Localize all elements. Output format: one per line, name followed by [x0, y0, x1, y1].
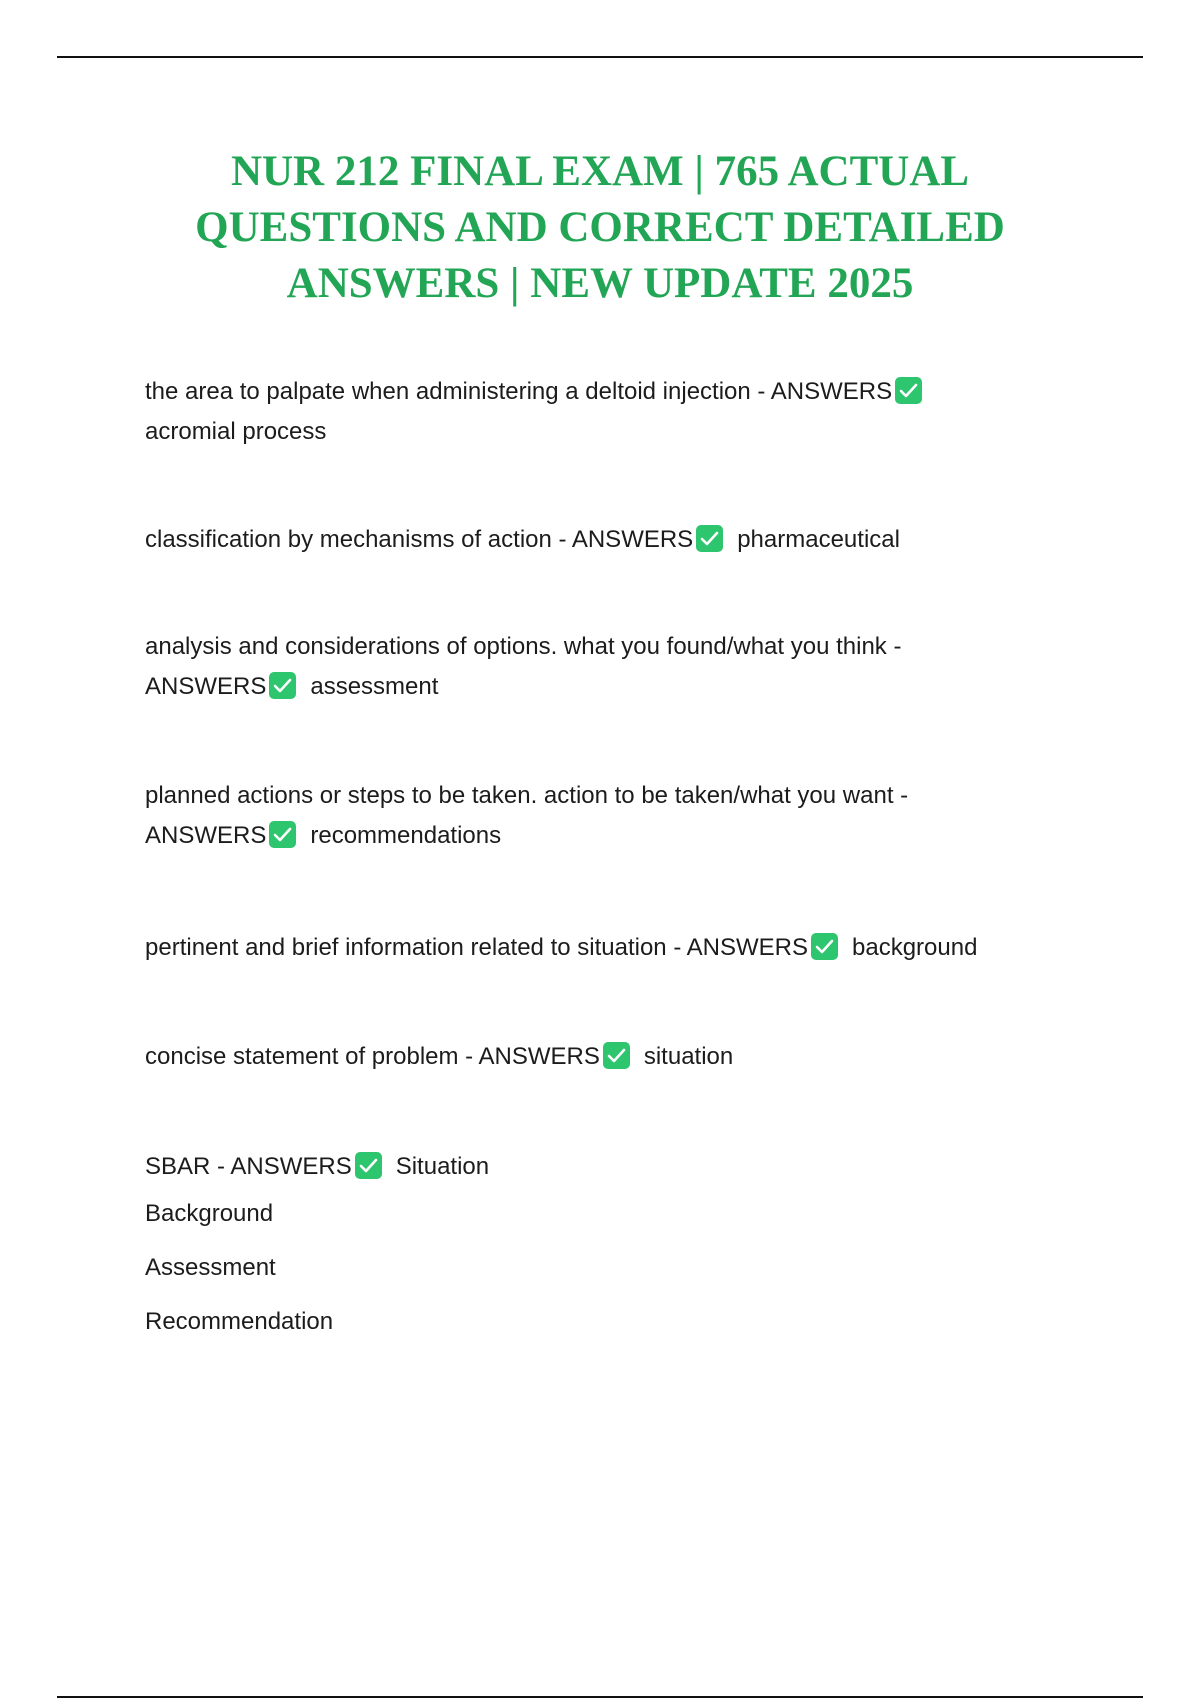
question-text: SBAR - ANSWERS: [145, 1153, 352, 1180]
check-mark-icon: [895, 377, 922, 404]
check-mark-icon: [269, 821, 296, 848]
title-line-2: QUESTIONS AND CORRECT DETAILED: [195, 204, 1005, 251]
qa-item-4: [145, 776, 1085, 856]
question-text-cont: ANSWERS: [145, 822, 267, 849]
check-mark-icon: [603, 1042, 630, 1069]
qa-item-2: [145, 520, 1085, 560]
answer-text: recommendations: [310, 822, 502, 849]
answer-text: assessment: [310, 673, 439, 700]
check-mark-icon: [269, 672, 296, 699]
check-mark-icon: [696, 525, 723, 552]
answer-text: background: [852, 934, 978, 961]
answer-text: acromial process: [145, 418, 327, 445]
question-text: concise statement of problem - ANSWERS: [145, 1043, 600, 1070]
check-mark-icon: [355, 1152, 382, 1179]
answer-text: pharmaceutical: [737, 526, 900, 553]
title-line-3: ANSWERS | NEW UPDATE 2025: [286, 260, 914, 307]
qa-item-7: [145, 1147, 1085, 1349]
answer-text: situation: [643, 1043, 734, 1070]
top-rule: [57, 56, 1143, 58]
answer-text: Situation: [395, 1153, 490, 1180]
title-line-1: NUR 212 FINAL EXAM | 765 ACTUAL: [230, 148, 970, 195]
qa-item-6: [145, 1037, 1085, 1077]
answer-line-recommendation: Recommendation: [145, 1308, 334, 1335]
answer-line-assessment: Assessment: [145, 1254, 276, 1281]
check-mark-icon: [811, 933, 838, 960]
qa-item-5: [145, 928, 1085, 968]
document-title: [150, 144, 1050, 312]
bottom-rule: [57, 1696, 1143, 1698]
question-text: analysis and considerations of options. what you found/what you think -: [145, 633, 902, 660]
question-text: the area to palpate when administering a deltoid injection - ANSWERS: [145, 378, 893, 405]
qa-item-3: [145, 627, 1085, 707]
question-text: pertinent and brief information related to situation - ANSWERS: [145, 934, 808, 961]
qa-item-1: [145, 372, 1085, 452]
question-text-cont: ANSWERS: [145, 673, 267, 700]
answer-line-background: Background: [145, 1200, 274, 1227]
question-text: planned actions or steps to be taken. action to be taken/what you want -: [145, 782, 909, 809]
question-text: classification by mechanisms of action - ANSWERS: [145, 526, 694, 553]
